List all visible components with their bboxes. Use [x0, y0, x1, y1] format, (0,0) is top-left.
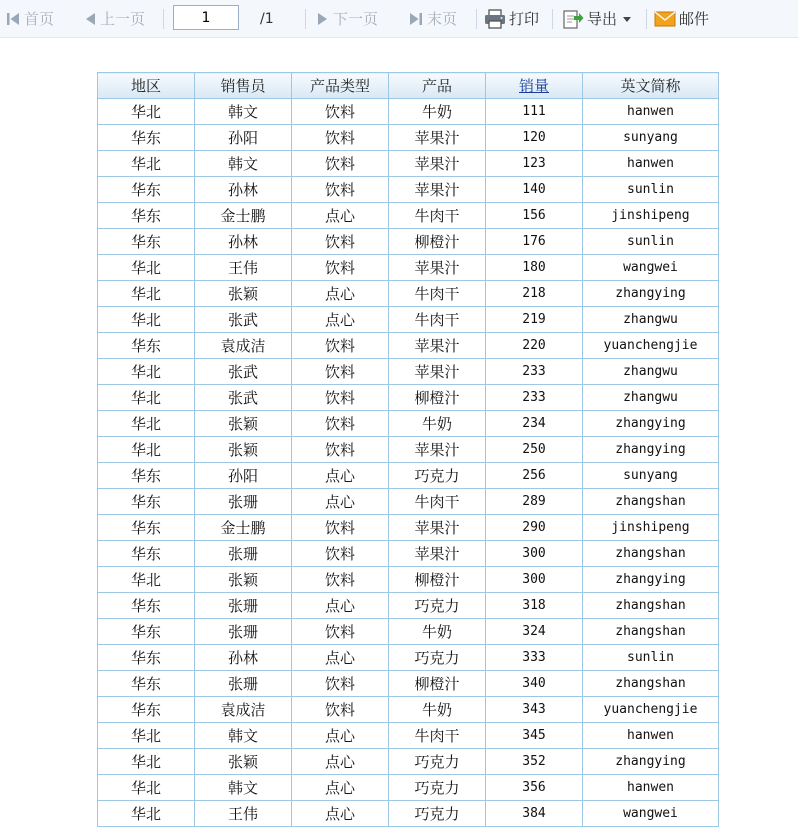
chevron-down-icon [621, 13, 633, 25]
english-name-cell: hanwen [583, 99, 719, 125]
product-cell: 巧克力 [389, 645, 486, 671]
page-total: /1 [260, 10, 274, 27]
sales-cell: 156 [486, 203, 583, 229]
table-row [98, 801, 719, 827]
product-type-cell: 饮料 [292, 671, 389, 697]
product-type-cell: 饮料 [292, 151, 389, 177]
region-cell: 华北 [98, 723, 195, 749]
product-cell: 巧克力 [389, 593, 486, 619]
product-cell: 巧克力 [389, 749, 486, 775]
mail-button[interactable] [654, 0, 709, 37]
table-row [98, 385, 719, 411]
table-row [98, 671, 719, 697]
column-header-region: 地区 [98, 73, 195, 99]
product-cell: 牛肉干 [389, 307, 486, 333]
table-row [98, 775, 719, 801]
sales-report-table [97, 72, 719, 827]
salesperson-cell: 张武 [195, 307, 292, 333]
product-cell: 苹果汁 [389, 255, 486, 281]
table-row [98, 593, 719, 619]
sales-cell: 140 [486, 177, 583, 203]
english-name-cell: hanwen [583, 151, 719, 177]
product-type-cell: 点心 [292, 307, 389, 333]
region-cell: 华东 [98, 671, 195, 697]
region-cell: 华北 [98, 385, 195, 411]
export-icon [562, 9, 584, 29]
region-cell: 华东 [98, 333, 195, 359]
product-type-cell: 饮料 [292, 385, 389, 411]
region-cell: 华北 [98, 359, 195, 385]
sales-cell: 111 [486, 99, 583, 125]
table-row [98, 515, 719, 541]
product-cell: 牛肉干 [389, 489, 486, 515]
product-cell: 牛肉干 [389, 723, 486, 749]
last-page-label: 末页 [427, 10, 458, 28]
table-row [98, 99, 719, 125]
first-page-label: 首页 [24, 10, 55, 28]
print-label: 打印 [509, 10, 540, 28]
table-row [98, 749, 719, 775]
salesperson-cell: 韩文 [195, 723, 292, 749]
english-name-cell: zhangshan [583, 489, 719, 515]
export-label: 导出 [587, 10, 618, 28]
english-name-cell: wangwei [583, 255, 719, 281]
english-name-cell: zhangying [583, 567, 719, 593]
table-row [98, 229, 719, 255]
region-cell: 华东 [98, 697, 195, 723]
product-cell: 苹果汁 [389, 437, 486, 463]
salesperson-cell: 金士鹏 [195, 515, 292, 541]
english-name-cell: wangwei [583, 801, 719, 827]
export-button[interactable] [562, 0, 636, 37]
product-cell: 柳橙汁 [389, 229, 486, 255]
sales-cell: 290 [486, 515, 583, 541]
english-name-cell: sunlin [583, 229, 719, 255]
region-cell: 华北 [98, 567, 195, 593]
sales-cell: 356 [486, 775, 583, 801]
region-cell: 华东 [98, 229, 195, 255]
sales-cell: 233 [486, 359, 583, 385]
table-body [98, 99, 719, 827]
mail-icon [654, 10, 676, 28]
sales-cell: 384 [486, 801, 583, 827]
region-cell: 华东 [98, 645, 195, 671]
english-name-cell: zhangying [583, 411, 719, 437]
product-type-cell: 饮料 [292, 125, 389, 151]
salesperson-cell: 袁成洁 [195, 333, 292, 359]
english-name-cell: zhangwu [583, 307, 719, 333]
salesperson-cell: 袁成洁 [195, 697, 292, 723]
sales-cell: 219 [486, 307, 583, 333]
english-name-cell: zhangshan [583, 593, 719, 619]
english-name-cell: zhangying [583, 281, 719, 307]
salesperson-cell: 张珊 [195, 619, 292, 645]
english-name-cell: sunyang [583, 463, 719, 489]
table-row [98, 489, 719, 515]
table-row [98, 333, 719, 359]
print-button[interactable] [484, 0, 539, 37]
salesperson-cell: 张颖 [195, 437, 292, 463]
sales-cell: 234 [486, 411, 583, 437]
next-page-icon [316, 11, 330, 27]
table-row [98, 567, 719, 593]
product-type-cell: 点心 [292, 281, 389, 307]
product-type-cell: 饮料 [292, 697, 389, 723]
table-row [98, 723, 719, 749]
toolbar-divider [552, 9, 553, 29]
toolbar-divider [163, 9, 164, 29]
english-name-cell: jinshipeng [583, 203, 719, 229]
region-cell: 华北 [98, 411, 195, 437]
sales-cell: 340 [486, 671, 583, 697]
table-row [98, 255, 719, 281]
product-type-cell: 饮料 [292, 229, 389, 255]
prev-page-icon [83, 11, 97, 27]
salesperson-cell: 张颖 [195, 281, 292, 307]
product-cell: 巧克力 [389, 775, 486, 801]
table-row [98, 203, 719, 229]
english-name-cell: zhangwu [583, 385, 719, 411]
sales-cell: 233 [486, 385, 583, 411]
region-cell: 华东 [98, 125, 195, 151]
salesperson-cell: 张珊 [195, 593, 292, 619]
sales-cell: 180 [486, 255, 583, 281]
sales-cell: 123 [486, 151, 583, 177]
product-type-cell: 饮料 [292, 255, 389, 281]
salesperson-cell: 张颖 [195, 567, 292, 593]
product-cell: 柳橙汁 [389, 671, 486, 697]
sales-cell: 256 [486, 463, 583, 489]
salesperson-cell: 孙林 [195, 177, 292, 203]
english-name-cell: sunyang [583, 125, 719, 151]
salesperson-cell: 王伟 [195, 801, 292, 827]
product-cell: 牛肉干 [389, 281, 486, 307]
english-name-cell: jinshipeng [583, 515, 719, 541]
product-cell: 柳橙汁 [389, 567, 486, 593]
table-row [98, 125, 719, 151]
region-cell: 华北 [98, 307, 195, 333]
english-name-cell: zhangshan [583, 671, 719, 697]
region-cell: 华北 [98, 281, 195, 307]
first-page-button[interactable] [5, 0, 54, 37]
english-name-cell: yuanchengjie [583, 697, 719, 723]
region-cell: 华东 [98, 541, 195, 567]
product-cell: 巧克力 [389, 801, 486, 827]
region-cell: 华北 [98, 775, 195, 801]
product-type-cell: 饮料 [292, 177, 389, 203]
product-type-cell: 饮料 [292, 541, 389, 567]
product-cell: 牛奶 [389, 411, 486, 437]
english-name-cell: zhangying [583, 437, 719, 463]
product-cell: 巧克力 [389, 463, 486, 489]
printer-icon [484, 9, 506, 29]
product-type-cell: 点心 [292, 463, 389, 489]
salesperson-cell: 孙阳 [195, 125, 292, 151]
salesperson-cell: 金士鹏 [195, 203, 292, 229]
product-type-cell: 饮料 [292, 515, 389, 541]
sales-cell: 220 [486, 333, 583, 359]
salesperson-cell: 韩文 [195, 151, 292, 177]
report-toolbar [0, 0, 798, 38]
english-name-cell: zhangshan [583, 541, 719, 567]
product-cell: 苹果汁 [389, 125, 486, 151]
toolbar-divider [476, 9, 477, 29]
salesperson-cell: 孙林 [195, 229, 292, 255]
table-row [98, 177, 719, 203]
table-row [98, 645, 719, 671]
sales-cell: 345 [486, 723, 583, 749]
last-page-icon [408, 11, 424, 27]
column-header-english-name: 英文简称 [583, 73, 719, 99]
sales-cell: 300 [486, 541, 583, 567]
salesperson-cell: 张武 [195, 385, 292, 411]
salesperson-cell: 张珊 [195, 489, 292, 515]
salesperson-cell: 韩文 [195, 99, 292, 125]
product-type-cell: 饮料 [292, 411, 389, 437]
english-name-cell: zhangying [583, 749, 719, 775]
prev-page-button[interactable] [83, 0, 145, 37]
sales-cell: 352 [486, 749, 583, 775]
english-name-cell: yuanchengjie [583, 333, 719, 359]
product-type-cell: 点心 [292, 749, 389, 775]
toolbar-divider [646, 9, 647, 29]
table-row [98, 281, 719, 307]
product-cell: 苹果汁 [389, 541, 486, 567]
product-type-cell: 点心 [292, 489, 389, 515]
last-page-button[interactable] [408, 0, 457, 37]
salesperson-cell: 韩文 [195, 775, 292, 801]
region-cell: 华北 [98, 437, 195, 463]
table-row [98, 541, 719, 567]
product-type-cell: 点心 [292, 775, 389, 801]
page-number-input[interactable] [173, 5, 239, 30]
region-cell: 华东 [98, 619, 195, 645]
english-name-cell: zhangshan [583, 619, 719, 645]
product-type-cell: 饮料 [292, 99, 389, 125]
sales-cell: 318 [486, 593, 583, 619]
first-page-icon [5, 11, 21, 27]
table-header-row [98, 73, 719, 99]
product-cell: 苹果汁 [389, 177, 486, 203]
prev-page-label: 上一页 [100, 10, 146, 28]
table-row [98, 437, 719, 463]
table-row [98, 697, 719, 723]
region-cell: 华北 [98, 749, 195, 775]
region-cell: 华东 [98, 203, 195, 229]
region-cell: 华北 [98, 99, 195, 125]
product-cell: 苹果汁 [389, 359, 486, 385]
product-type-cell: 点心 [292, 203, 389, 229]
english-name-cell: hanwen [583, 723, 719, 749]
product-type-cell: 饮料 [292, 333, 389, 359]
region-cell: 华东 [98, 593, 195, 619]
sales-cell: 343 [486, 697, 583, 723]
sales-cell: 289 [486, 489, 583, 515]
product-type-cell: 饮料 [292, 437, 389, 463]
column-header-salesperson: 销售员 [195, 73, 292, 99]
region-cell: 华北 [98, 801, 195, 827]
sales-cell: 300 [486, 567, 583, 593]
sales-cell: 333 [486, 645, 583, 671]
product-type-cell: 点心 [292, 645, 389, 671]
salesperson-cell: 王伟 [195, 255, 292, 281]
salesperson-cell: 张珊 [195, 671, 292, 697]
column-header-sales-sort-link[interactable]: 销量 [486, 73, 583, 99]
column-header-product: 产品 [389, 73, 486, 99]
region-cell: 华北 [98, 255, 195, 281]
sales-cell: 218 [486, 281, 583, 307]
product-type-cell: 饮料 [292, 567, 389, 593]
product-cell: 苹果汁 [389, 515, 486, 541]
product-type-cell: 点心 [292, 593, 389, 619]
region-cell: 华北 [98, 151, 195, 177]
product-cell: 牛奶 [389, 619, 486, 645]
salesperson-cell: 张武 [195, 359, 292, 385]
sales-cell: 324 [486, 619, 583, 645]
table-row [98, 151, 719, 177]
english-name-cell: zhangwu [583, 359, 719, 385]
mail-label: 邮件 [679, 10, 710, 28]
salesperson-cell: 张珊 [195, 541, 292, 567]
salesperson-cell: 张颖 [195, 749, 292, 775]
column-header-product-type: 产品类型 [292, 73, 389, 99]
table-row [98, 463, 719, 489]
product-cell: 柳橙汁 [389, 385, 486, 411]
salesperson-cell: 张颖 [195, 411, 292, 437]
sales-cell: 250 [486, 437, 583, 463]
product-cell: 牛奶 [389, 697, 486, 723]
next-page-button[interactable] [316, 0, 378, 37]
region-cell: 华东 [98, 489, 195, 515]
salesperson-cell: 孙阳 [195, 463, 292, 489]
region-cell: 华东 [98, 515, 195, 541]
salesperson-cell: 孙林 [195, 645, 292, 671]
product-type-cell: 饮料 [292, 359, 389, 385]
table-row [98, 411, 719, 437]
next-page-label: 下一页 [333, 10, 379, 28]
english-name-cell: sunlin [583, 645, 719, 671]
table-row [98, 359, 719, 385]
product-type-cell: 点心 [292, 723, 389, 749]
toolbar-divider [305, 9, 306, 29]
sales-cell: 176 [486, 229, 583, 255]
english-name-cell: sunlin [583, 177, 719, 203]
product-type-cell: 点心 [292, 801, 389, 827]
product-type-cell: 饮料 [292, 619, 389, 645]
table-row [98, 307, 719, 333]
english-name-cell: hanwen [583, 775, 719, 801]
product-cell: 苹果汁 [389, 333, 486, 359]
product-cell: 苹果汁 [389, 151, 486, 177]
region-cell: 华东 [98, 463, 195, 489]
sales-cell: 120 [486, 125, 583, 151]
product-cell: 牛肉干 [389, 203, 486, 229]
region-cell: 华东 [98, 177, 195, 203]
table-row [98, 619, 719, 645]
product-cell: 牛奶 [389, 99, 486, 125]
